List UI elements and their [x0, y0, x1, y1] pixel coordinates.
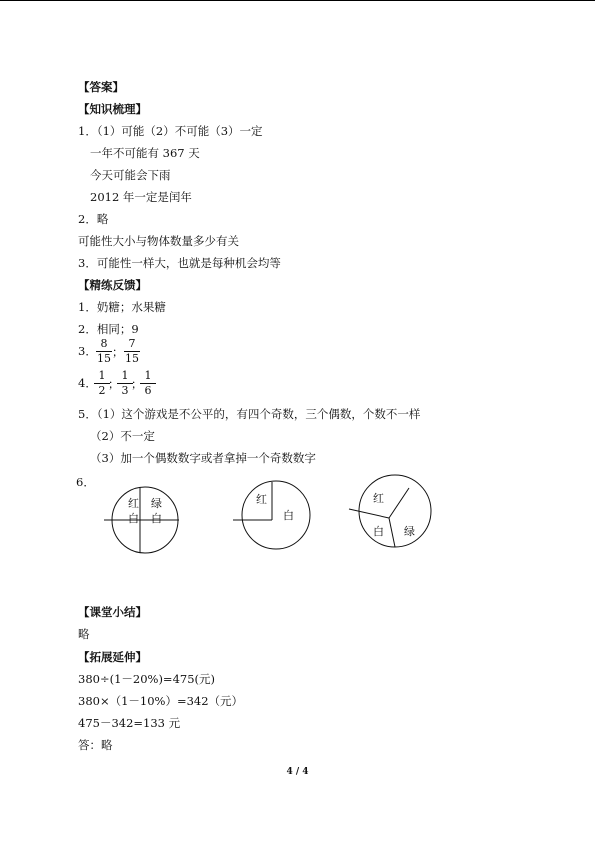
summary-heading: 【课堂小结】	[78, 605, 147, 619]
spinner-circle-2	[233, 481, 310, 549]
circle-outline	[242, 481, 310, 549]
extension-line-4: 答：略	[78, 738, 113, 752]
fraction-denominator: 15	[97, 352, 111, 365]
knowledge-line-5: 2．略	[78, 212, 109, 226]
knowledge-line-4: 2012 年一定是闰年	[90, 190, 192, 204]
knowledge-line-1: 1．（1）可能（2）不可能（3）一定	[78, 124, 263, 138]
knowledge-line-6: 可能性大小与物体数量多少有关	[78, 234, 239, 248]
separator: ；	[108, 377, 120, 391]
practice-q5-line-1: 5．（1）这个游戏是不公平的，有四个奇数，三个偶数，个数不一样	[78, 407, 421, 421]
spinner-circle-1	[104, 487, 179, 553]
extension-line-3: 475－342=133 元	[78, 716, 181, 730]
fraction-numerator: 8	[100, 337, 108, 350]
practice-q6-label: 6．	[76, 475, 95, 489]
practice-q3-label: 3．	[78, 344, 97, 358]
knowledge-line-3: 今天可能会下雨	[90, 168, 171, 182]
answer-heading: 【答案】	[78, 80, 124, 94]
divider-line	[389, 518, 395, 547]
knowledge-line-7: 3．可能性一样大，也就是每种机会均等	[78, 256, 281, 270]
fraction-denominator: 3	[121, 384, 129, 397]
region-label-green: 绿	[151, 497, 162, 510]
region-label-green: 绿	[404, 525, 415, 538]
summary-text: 略	[78, 627, 90, 641]
fraction-numerator: 1	[144, 369, 152, 382]
practice-q2: 2．相同；9	[78, 322, 139, 336]
region-label-white: 白	[151, 512, 162, 525]
page-number: 4 / 4	[286, 767, 309, 777]
region-label-white: 白	[283, 509, 294, 522]
practice-q5-line-3: （3）加一个偶数数字或者拿掉一个奇数数字	[90, 451, 316, 465]
fraction-numerator: 7	[128, 337, 136, 350]
separator: ；	[112, 345, 124, 359]
region-label-red: 红	[128, 497, 139, 510]
divider-line	[389, 488, 409, 518]
region-label-red: 红	[373, 492, 384, 505]
practice-q5-line-2: （2）不一定	[90, 429, 155, 443]
region-label-white: 白	[373, 525, 384, 538]
extension-heading: 【拓展延伸】	[78, 650, 147, 664]
circle-outline	[359, 475, 431, 547]
extension-line-1: 380÷(1－20%)=475(元)	[78, 672, 215, 686]
fraction-numerator: 1	[121, 369, 129, 382]
region-label-white: 白	[128, 512, 139, 525]
fraction-denominator: 6	[144, 384, 152, 397]
divider-line	[349, 509, 389, 518]
separator: ；	[131, 377, 143, 391]
practice-heading: 【精练反馈】	[78, 278, 147, 292]
fraction-denominator: 15	[125, 352, 139, 365]
practice-q1: 1．奶糖；水果糖	[78, 300, 166, 314]
fraction-denominator: 2	[98, 384, 106, 397]
fraction-numerator: 1	[98, 369, 106, 382]
practice-q4-label: 4．	[78, 376, 97, 390]
knowledge-heading: 【知识梳理】	[78, 102, 147, 116]
extension-line-2: 380×（1－10%）=342（元）	[78, 694, 244, 708]
region-label-red: 红	[256, 493, 267, 506]
knowledge-line-2: 一年不可能有 367 天	[90, 146, 200, 160]
spinner-circle-3	[349, 475, 431, 547]
